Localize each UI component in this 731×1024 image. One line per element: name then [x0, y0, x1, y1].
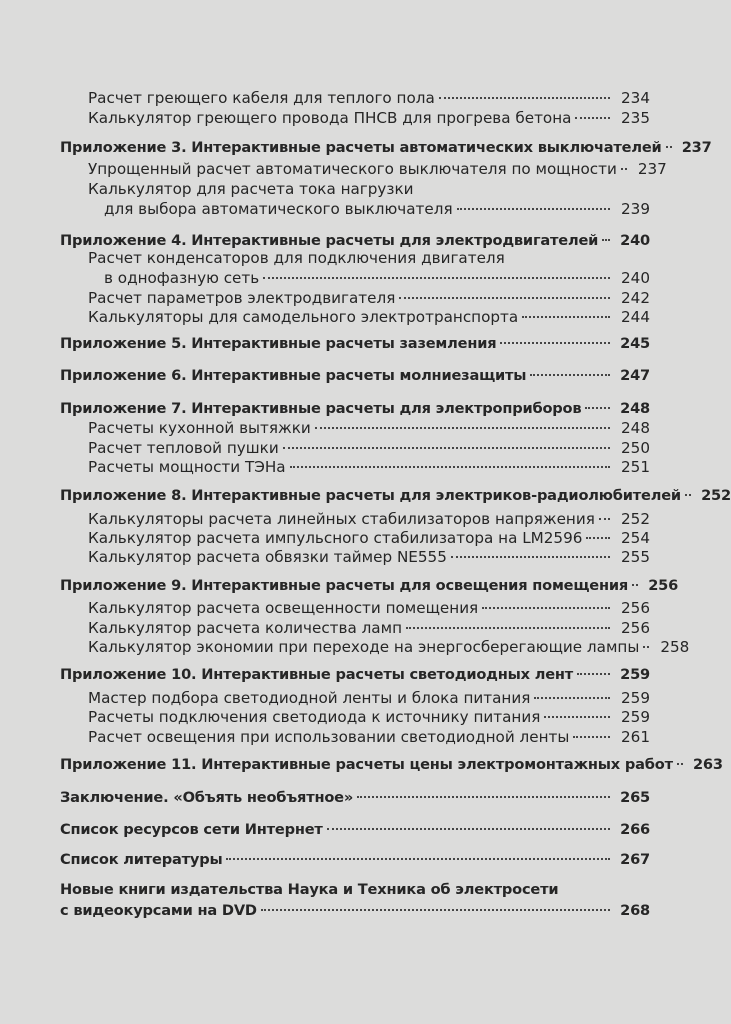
toc-entry-title: Приложение 4. Интерактивные расчеты для электродвигателей	[60, 232, 599, 249]
toc-entry[interactable]	[104, 268, 650, 288]
dot-leader	[585, 407, 610, 409]
toc-entry-title: Калькулятор экономии при переходе на энергосберегающие лампы	[88, 638, 640, 656]
toc-entry-title: Расчет освещения при использовании светодиодной ленты	[88, 728, 570, 746]
toc-entry-title: Приложение 6. Интерактивные расчеты молниезащиты	[60, 367, 527, 384]
dot-leader	[530, 374, 610, 376]
toc-entry-title: Калькуляторы расчета линейных стабилизаторов напряжения	[88, 510, 595, 528]
toc-entry-title: Приложение 7. Интерактивные расчеты для электроприборов	[60, 400, 582, 417]
toc-entry-title-line1: Калькулятор для расчета тока нагрузки	[88, 180, 414, 198]
dot-leader	[290, 466, 610, 468]
toc-entry-title: Приложение 8. Интерактивные расчеты для электриков-радиолюбителей	[60, 487, 681, 504]
toc-appendix-5[interactable]	[60, 334, 650, 354]
toc-entry-title: Расчет параметров электродвигателя	[88, 289, 396, 307]
dot-leader	[666, 146, 672, 148]
toc-entry-title: Расчеты кухонной вытяжки	[88, 419, 311, 437]
toc-entry-page: 248	[620, 400, 650, 417]
toc-entry-title: Мастер подбора светодиодной ленты и блока питания	[88, 689, 531, 707]
toc-entry-title: Приложение 11. Интерактивные расчеты цены электромонтажных работ	[60, 756, 673, 773]
toc-entry[interactable]	[88, 688, 650, 708]
toc-entry-page: 244	[621, 308, 650, 326]
toc-entry-page: 237	[637, 160, 667, 178]
dot-leader	[406, 627, 610, 629]
toc-entry-page: 239	[621, 200, 650, 218]
toc-entry[interactable]	[88, 618, 650, 638]
toc-entry[interactable]	[88, 288, 650, 308]
toc-entry-page: 255	[621, 548, 650, 566]
toc-entry-page: 252	[621, 510, 650, 528]
toc-entry-page: 256	[648, 577, 679, 594]
toc-entry-page: 267	[620, 851, 650, 868]
toc-entry[interactable]	[88, 727, 650, 747]
dot-leader	[226, 858, 610, 860]
toc-entry[interactable]	[88, 159, 667, 179]
toc-entry-page: 254	[621, 529, 650, 547]
dot-leader	[621, 168, 627, 170]
toc-entry-page: 268	[620, 902, 650, 919]
toc-entry[interactable]	[88, 108, 650, 128]
dot-leader	[283, 447, 610, 449]
toc-appendix-9[interactable]	[60, 576, 679, 596]
toc-entry[interactable]	[88, 637, 690, 657]
dot-leader	[602, 239, 610, 241]
dot-leader	[439, 97, 610, 99]
toc-entry[interactable]	[88, 438, 650, 458]
toc-entry-page: 235	[621, 109, 650, 127]
toc-entry-page: 256	[621, 599, 650, 617]
toc-entry-title-line1: Расчет конденсаторов для подключения двигателя	[88, 249, 505, 267]
toc-entry-page: 265	[620, 789, 650, 806]
dot-leader	[544, 716, 610, 718]
toc-internet-resources[interactable]	[60, 820, 650, 840]
toc-entry-page: 242	[621, 289, 650, 307]
toc-entry-page: 245	[620, 335, 650, 352]
toc-entry-title: Приложение 3. Интерактивные расчеты автоматических выключателей	[60, 139, 662, 156]
toc-entry-page: 234	[621, 89, 650, 107]
toc-entry-title: Приложение 9. Интерактивные расчеты для освещения помещения	[60, 577, 629, 594]
dot-leader	[586, 537, 610, 539]
dot-leader	[399, 297, 610, 299]
toc-appendix-7[interactable]	[60, 399, 650, 419]
toc-entry-title: Расчеты мощности ТЭНа	[88, 458, 286, 476]
toc-entry-title: Калькулятор греющего провода ПНСВ для прогрева бетона	[88, 109, 572, 127]
toc-entry-title: Список ресурсов сети Интернет	[60, 821, 323, 838]
toc-entry-page: 252	[701, 487, 731, 504]
toc-appendix-3[interactable]	[60, 138, 712, 158]
dot-leader	[451, 556, 610, 558]
toc-entry[interactable]	[88, 547, 650, 567]
dot-leader	[577, 673, 610, 675]
dot-leader	[599, 518, 610, 520]
toc-entry-title: Заключение. «Объять необъятное»	[60, 789, 354, 806]
toc-entry-page: 259	[620, 666, 650, 683]
toc-entry-title: для выбора автоматического выключателя	[104, 200, 453, 218]
toc-new-books[interactable]	[60, 901, 650, 921]
dot-leader	[500, 342, 610, 344]
toc-entry[interactable]	[88, 528, 650, 548]
dot-leader	[522, 316, 610, 318]
toc-entry-title: Калькулятор расчета импульсного стабилизатора на LM2596	[88, 529, 583, 547]
toc-entry-page: 247	[620, 367, 650, 384]
dot-leader	[263, 277, 610, 279]
toc-entry[interactable]	[88, 307, 650, 327]
dot-leader	[357, 796, 610, 798]
toc-entry-title: Список литературы	[60, 851, 223, 868]
toc-appendix-10[interactable]	[60, 665, 650, 685]
toc-entry-page: 237	[681, 139, 712, 156]
toc-entry-page: 251	[621, 458, 650, 476]
toc-entry-title: с видеокурсами на DVD	[60, 902, 257, 919]
toc-entry-title: Расчет греющего кабеля для теплого пола	[88, 89, 435, 107]
dot-leader	[632, 584, 638, 586]
dot-leader	[482, 607, 610, 609]
toc-entry[interactable]	[88, 457, 650, 477]
dot-leader	[534, 697, 610, 699]
toc-entry-title-line1: Новые книги издательства Наука и Техника об электросети	[60, 881, 559, 898]
toc-entry-title: Расчеты подключения светодиода к источнику питания	[88, 708, 541, 726]
toc-entry[interactable]	[88, 707, 650, 727]
toc-entry-title: в однофазную сеть	[104, 269, 260, 287]
toc-conclusion[interactable]	[60, 788, 650, 808]
toc-entry-title: Калькуляторы для самодельного электротранспорта	[88, 308, 519, 326]
toc-entry-page: 259	[621, 708, 650, 726]
toc-appendix-6[interactable]	[60, 366, 650, 386]
dot-leader	[575, 117, 610, 119]
toc-entry[interactable]	[88, 88, 650, 108]
dot-leader	[315, 427, 610, 429]
toc-entry[interactable]	[88, 418, 650, 438]
toc-entry-page: 259	[621, 689, 650, 707]
toc-appendix-11[interactable]	[60, 755, 723, 775]
toc-bibliography[interactable]	[60, 850, 650, 870]
dot-leader	[457, 208, 610, 210]
toc-entry-title: Калькулятор расчета количества ламп	[88, 619, 402, 637]
toc-entry-page: 240	[621, 269, 650, 287]
toc-entry-page: 250	[621, 439, 650, 457]
dot-leader	[685, 494, 691, 496]
toc-entry-title: Приложение 5. Интерактивные расчеты заземления	[60, 335, 497, 352]
dot-leader	[327, 828, 610, 830]
toc-entry-title: Калькулятор расчета освещенности помещения	[88, 599, 479, 617]
dot-leader	[573, 736, 610, 738]
dot-leader	[643, 646, 649, 648]
toc-entry-page: 263	[692, 756, 723, 773]
toc-entry-page: 261	[621, 728, 650, 746]
toc-entry[interactable]	[88, 598, 650, 618]
toc-entry-title: Упрощенный расчет автоматического выключателя по мощности	[88, 160, 617, 178]
toc-entry-page: 258	[660, 638, 690, 656]
dot-leader	[677, 763, 683, 765]
toc-entry-page: 248	[621, 419, 650, 437]
toc-entry-title: Калькулятор расчета обвязки таймер NE555	[88, 548, 447, 566]
toc-entry-page: 256	[621, 619, 650, 637]
toc-entry-title: Приложение 10. Интерактивные расчеты светодиодных лент	[60, 666, 574, 683]
toc-appendix-8[interactable]	[60, 486, 731, 506]
dot-leader	[261, 909, 610, 911]
toc-entry[interactable]	[88, 509, 650, 529]
toc-entry-title: Расчет тепловой пушки	[88, 439, 279, 457]
toc-entry-page: 266	[620, 821, 650, 838]
toc-entry[interactable]	[104, 199, 650, 219]
toc-entry-page: 240	[620, 232, 650, 249]
